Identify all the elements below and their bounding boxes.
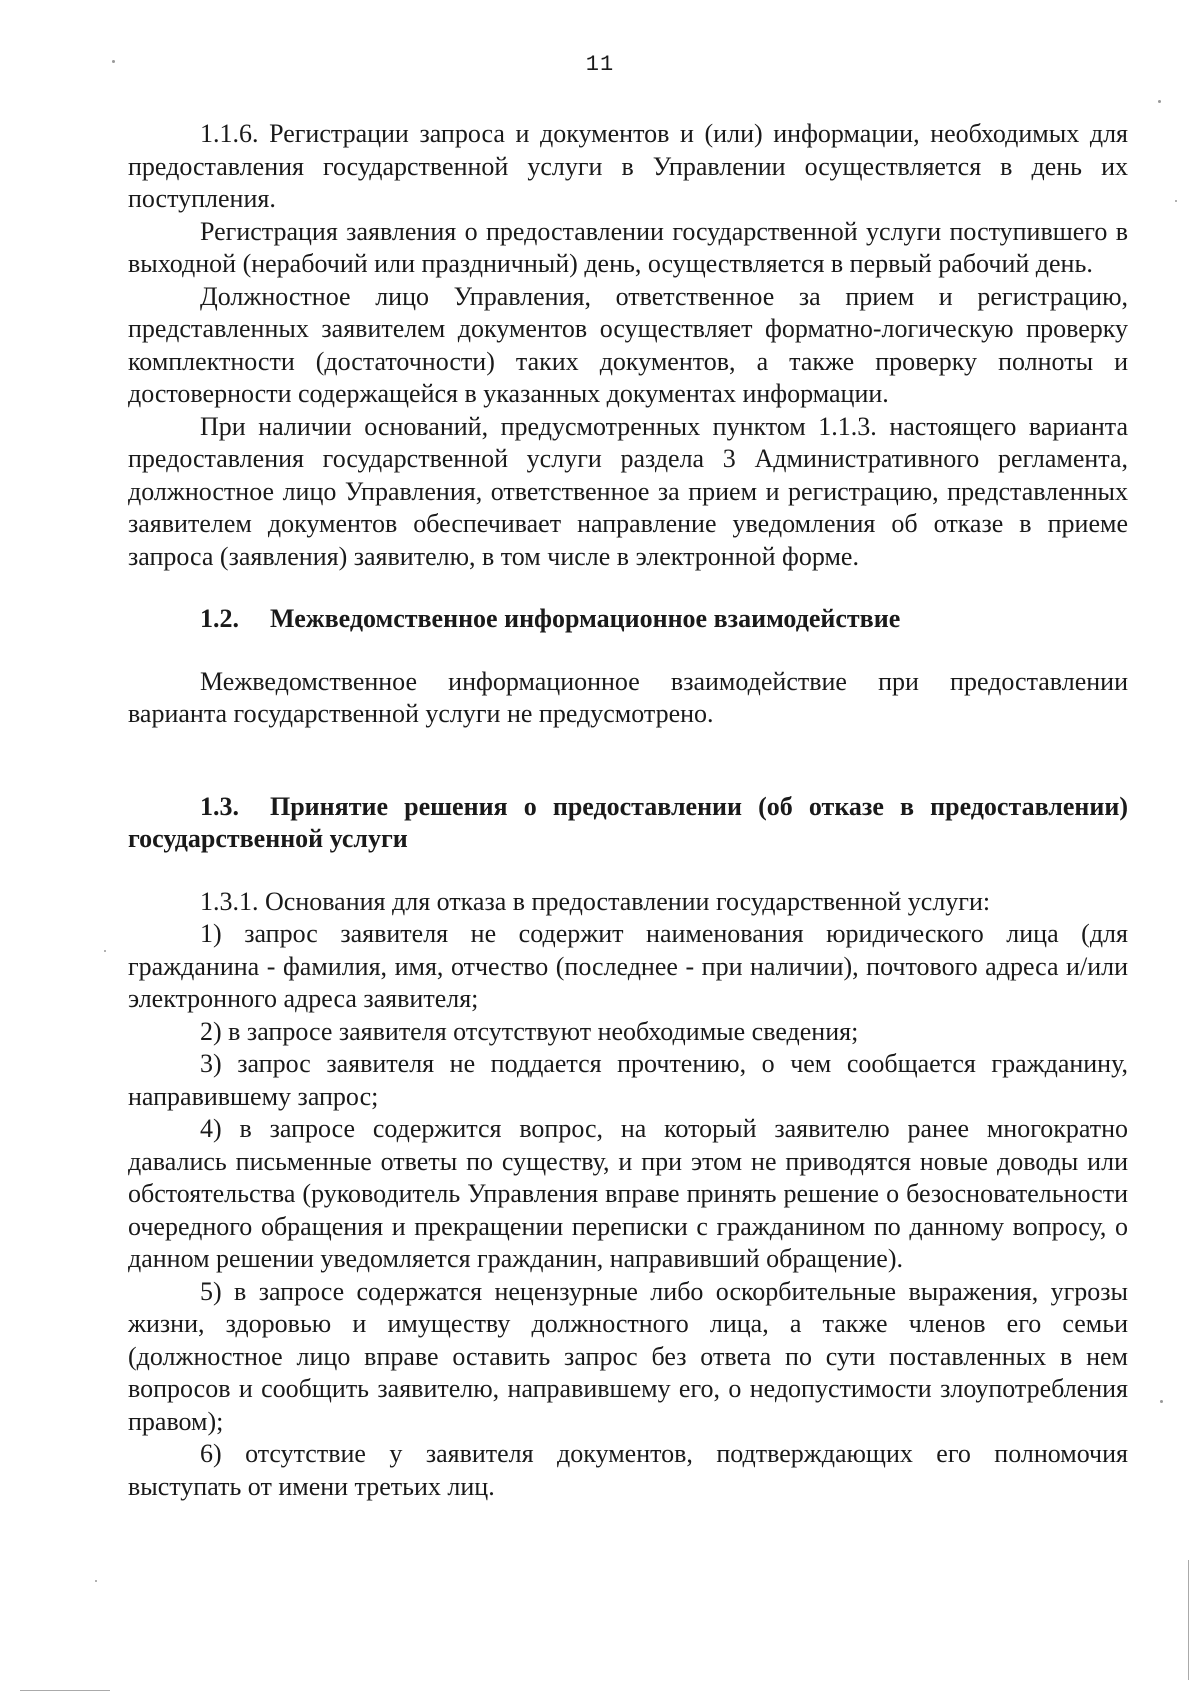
scan-edge-line (20, 1690, 110, 1691)
section-number-1-3: 1.3. (200, 791, 239, 821)
scan-speck (1160, 1400, 1163, 1403)
list-item-5: 5) в запросе содержатся нецензурные либо оскорбительные выражения, угрозы жизни, здоровью и имуществу должностного лица, а также членов его семьи (должностное лицо вправе оставить запрос без ответа по сути поставленных в нем вопросов и сообщить заявителю, направившему его, о недопустимости злоупотребления правом); (128, 1276, 1128, 1436)
paragraph-refusal-notice: При наличии оснований, предусмотренных пунктом 1.1.3. настоящего варианта предоставления государственной услуги раздела 3 Административного регламента, должностное лицо Управления, ответственное за прием и регистрацию, представленных заявителем документов обеспечивает направление уведомления об отказе в приеме запроса (заявления) заявителю, в том числе в электронной форме. (128, 411, 1128, 571)
list-item-2: 2) в запросе заявителя отсутствуют необходимые сведения; (200, 1016, 859, 1046)
scan-speck (104, 950, 106, 952)
section-title-1-2: Межведомственное информационное взаимодействие (270, 604, 901, 633)
list-item-3: 3) запрос заявителя не поддается прочтению, о чем сообщается гражданину, направившему запрос; (128, 1049, 1128, 1111)
scan-speck (112, 60, 115, 63)
list-item-6: 6) отсутствие у заявителя документов, подтверждающих его полномочия выступать от имени третьих лиц. (128, 1439, 1128, 1501)
scan-speck (1175, 200, 1177, 202)
page-number: 11 (585, 52, 615, 77)
section-number-1-2: 1.2. (200, 604, 239, 633)
section-title-1-3: Принятие решения о предоставлении (об отказе в предоставлении) государственной услуги (128, 791, 1128, 853)
scan-speck (1158, 100, 1161, 103)
section-heading-1-2 (128, 603, 1128, 636)
paragraph-official-check: Должностное лицо Управления, ответственное за прием и регистрацию, представленных заявителем документов осуществляет форматно-логическую проверку комплектности (достаточности) таких документов, а также проверку полноты и достоверности содержащейся в указанных документах информации. (128, 281, 1128, 408)
paragraph-1-1-6: 1.1.6. Регистрации запроса и документов и (или) информации, необходимых для предоставления государственной услуги в Управлении осуществляется в день их поступления. (128, 119, 1128, 213)
list-item-4: 4) в запросе содержится вопрос, на который заявителю ранее многократно давались письменные ответы по существу, и при этом не приводятся новые доводы или обстоятельства (руководитель Управления вправе принять решение о безосновательности очередного обращения и прекращении переписки с гражданином по данному вопросу, о данном решении уведомляется гражданин, направивший обращение). (128, 1114, 1128, 1273)
scan-edge-line (1188, 1560, 1189, 1680)
scan-speck (95, 1580, 97, 1582)
document-body (128, 118, 1128, 1503)
list-item-1: 1) запрос заявителя не содержит наименования юридического лица (для гражданина - фамилия, имя, отчество (последнее - при наличии), почтового адреса и/или электронного адреса заявителя; (128, 919, 1128, 1013)
paragraph-1-3-1: 1.3.1. Основания для отказа в предоставлении государственной услуги: (200, 886, 991, 916)
section-heading-1-3 (128, 791, 1128, 856)
paragraph-registration-holiday: Регистрация заявления о предоставлении государственной услуги поступившего в выходной (нерабочий или праздничный) день, осуществляется в первый рабочий день. (128, 216, 1128, 278)
paragraph-interagency: Межведомственное информационное взаимодействие при предоставлении варианта государственной услуги не предусмотрено. (128, 666, 1128, 728)
